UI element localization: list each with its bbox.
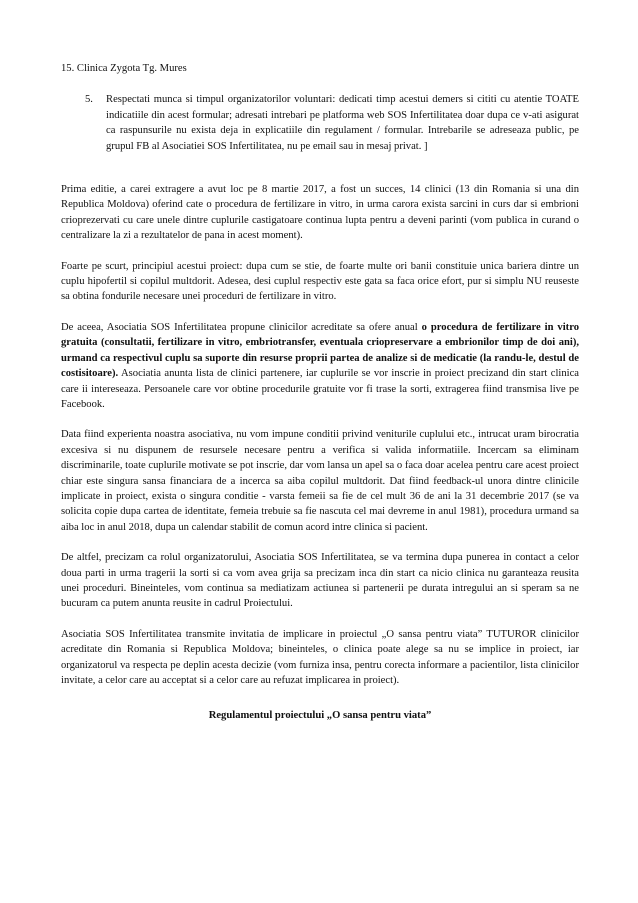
proposal-intro: De aceea, Asociatia SOS Infertilitatea propune clinicilor acreditate sa ofere anual (61, 321, 422, 333)
paragraph-first-edition: Prima editie, a carei extragere a avut loc pe 8 martie 2017, a fost un succes, 14 clinici (13 din Romania si una din Republica Moldova) oferind cate o procedura de fertilizare in vitro, in urma carora exista sarcini in curs dar si embrioni crioprezervati cu care unele dintre cuplurile castigatoare continua lupta pentru a deveni parinti (vom publica in curand o centralizare la zi a rezultatelor de pana in acest moment). (61, 184, 579, 242)
paragraph-conditions: Data fiind experienta noastra asociativa, nu vom impune conditii privind veniturile cuplului etc., intrucat uram birocratia excesiva si nu dispunem de resursele necesare pentru a verifica si valida informatiile. Incercam sa eliminam discriminarile, toate cuplurile motivate se pot inscrie, dar vom lansa un apel sa o faca doar acelea pentru care acest proiect chiar este singura sansa financiara de a incerca sa aiba copilul multdorit. Dat fiind feedback-ul unora dintre clinicile implicate in proiect, exista o singura conditie - varsta femeii sa fie de cel mult 36 de ani la 31 decembrie 2017 (se va solicita copie dupa cartea de identitate, femeia trebuie sa fie nascuta cel mai devreme in anul 1981), procedura urmand sa aiba loc in anul 2018, dupa un calendar stabilit de comun acord intre clinica si pacient. (61, 429, 579, 533)
clinic-list-item: 15. Clinica Zygota Tg. Mures (61, 63, 187, 74)
paragraph-organizer-role: De altfel, precizam ca rolul organizatorului, Asociatia SOS Infertilitatea, se va termina dupa punerea in contact a celor doua parti in urma tragerii la sorti si ca vom avea grija sa precizam inca din start ca nicio clinica nu garanteaza reusita unei proceduri. Bineinteles, vom continua sa mediatizam actiunea si partenerii pe durata intregului an si speram sa ne bucuram ca putem anunta reusite in cadrul Proiectului. (61, 552, 579, 610)
rule-number: 5. (85, 94, 93, 106)
document-content (61, 61, 579, 724)
proposal-bold-terms: o procedura de fertilizare in vitro gratuita (consultatii, fertilizare in vitro, embriotransfer, eventuala criopreservare a embrionilor timp de doi ani), urmand ca respectivul cuplu sa suporte din resurse proprii partea de analize si de medicatie (la randu-le, destul de costisitoare). (61, 321, 579, 380)
paragraph-proposal (61, 320, 579, 412)
rule-item-5 (85, 92, 579, 154)
paragraph-project-principle: Foarte pe scurt, principiul acestui proiect: dupa cum se stie, de foarte multe ori banii constituie unica bariera dintre un cuplu hipofertil si copilul multdorit. Adesea, desi cuplul respectiv este gata sa faca orice efort, pur si simplu NU reuseste sa obtina fondurile necesare unei proceduri de fertilizare in vitro. (61, 260, 579, 303)
rule-text: Respectati munca si timpul organizatorilor voluntari: dedicati timp acestui demers si cititi cu atentie TOATE indicatiile din acest formular; adresati intrebari pe platforma web SOS Infertilitatea doar dupa ce v-ati asigurat ca raspunsurile nu exista deja in explicatiile din regulament / formular. Intrebarile se adreseaza public, pe grupul FB al Asociatiei SOS Infertilitatea, nu pe email sau in mesaj privat. ] (106, 94, 579, 152)
paragraph-invitation: Asociatia SOS Infertilitatea transmite invitatia de implicare in proiectul „O sansa pentru viata” TUTUROR clinicilor acreditate din Romania si Republica Moldova; bineinteles, o clinica poate alege sa nu se implice in proiect, iar organizatorul va respecta pe deplin acesta decizie (vom furniza insa, pentru corecta informare a pacientilor, lista clinicilor invitate, a celor care au acceptat si a celor care au refuzat implicarea in proiect). (61, 628, 579, 686)
regulation-title: Regulamentul proiectului „O sansa pentru viata” (208, 710, 432, 722)
proposal-details: Asociatia anunta lista de clinici partenere, iar cuplurile se vor inscrie in proiect precizand din start clinica care ii intereseaza. Persoanele care vor obtine procedurile gratuite vor fi trase la sorti, extragerea fiind transmisa live pe Facebook. (61, 368, 579, 410)
